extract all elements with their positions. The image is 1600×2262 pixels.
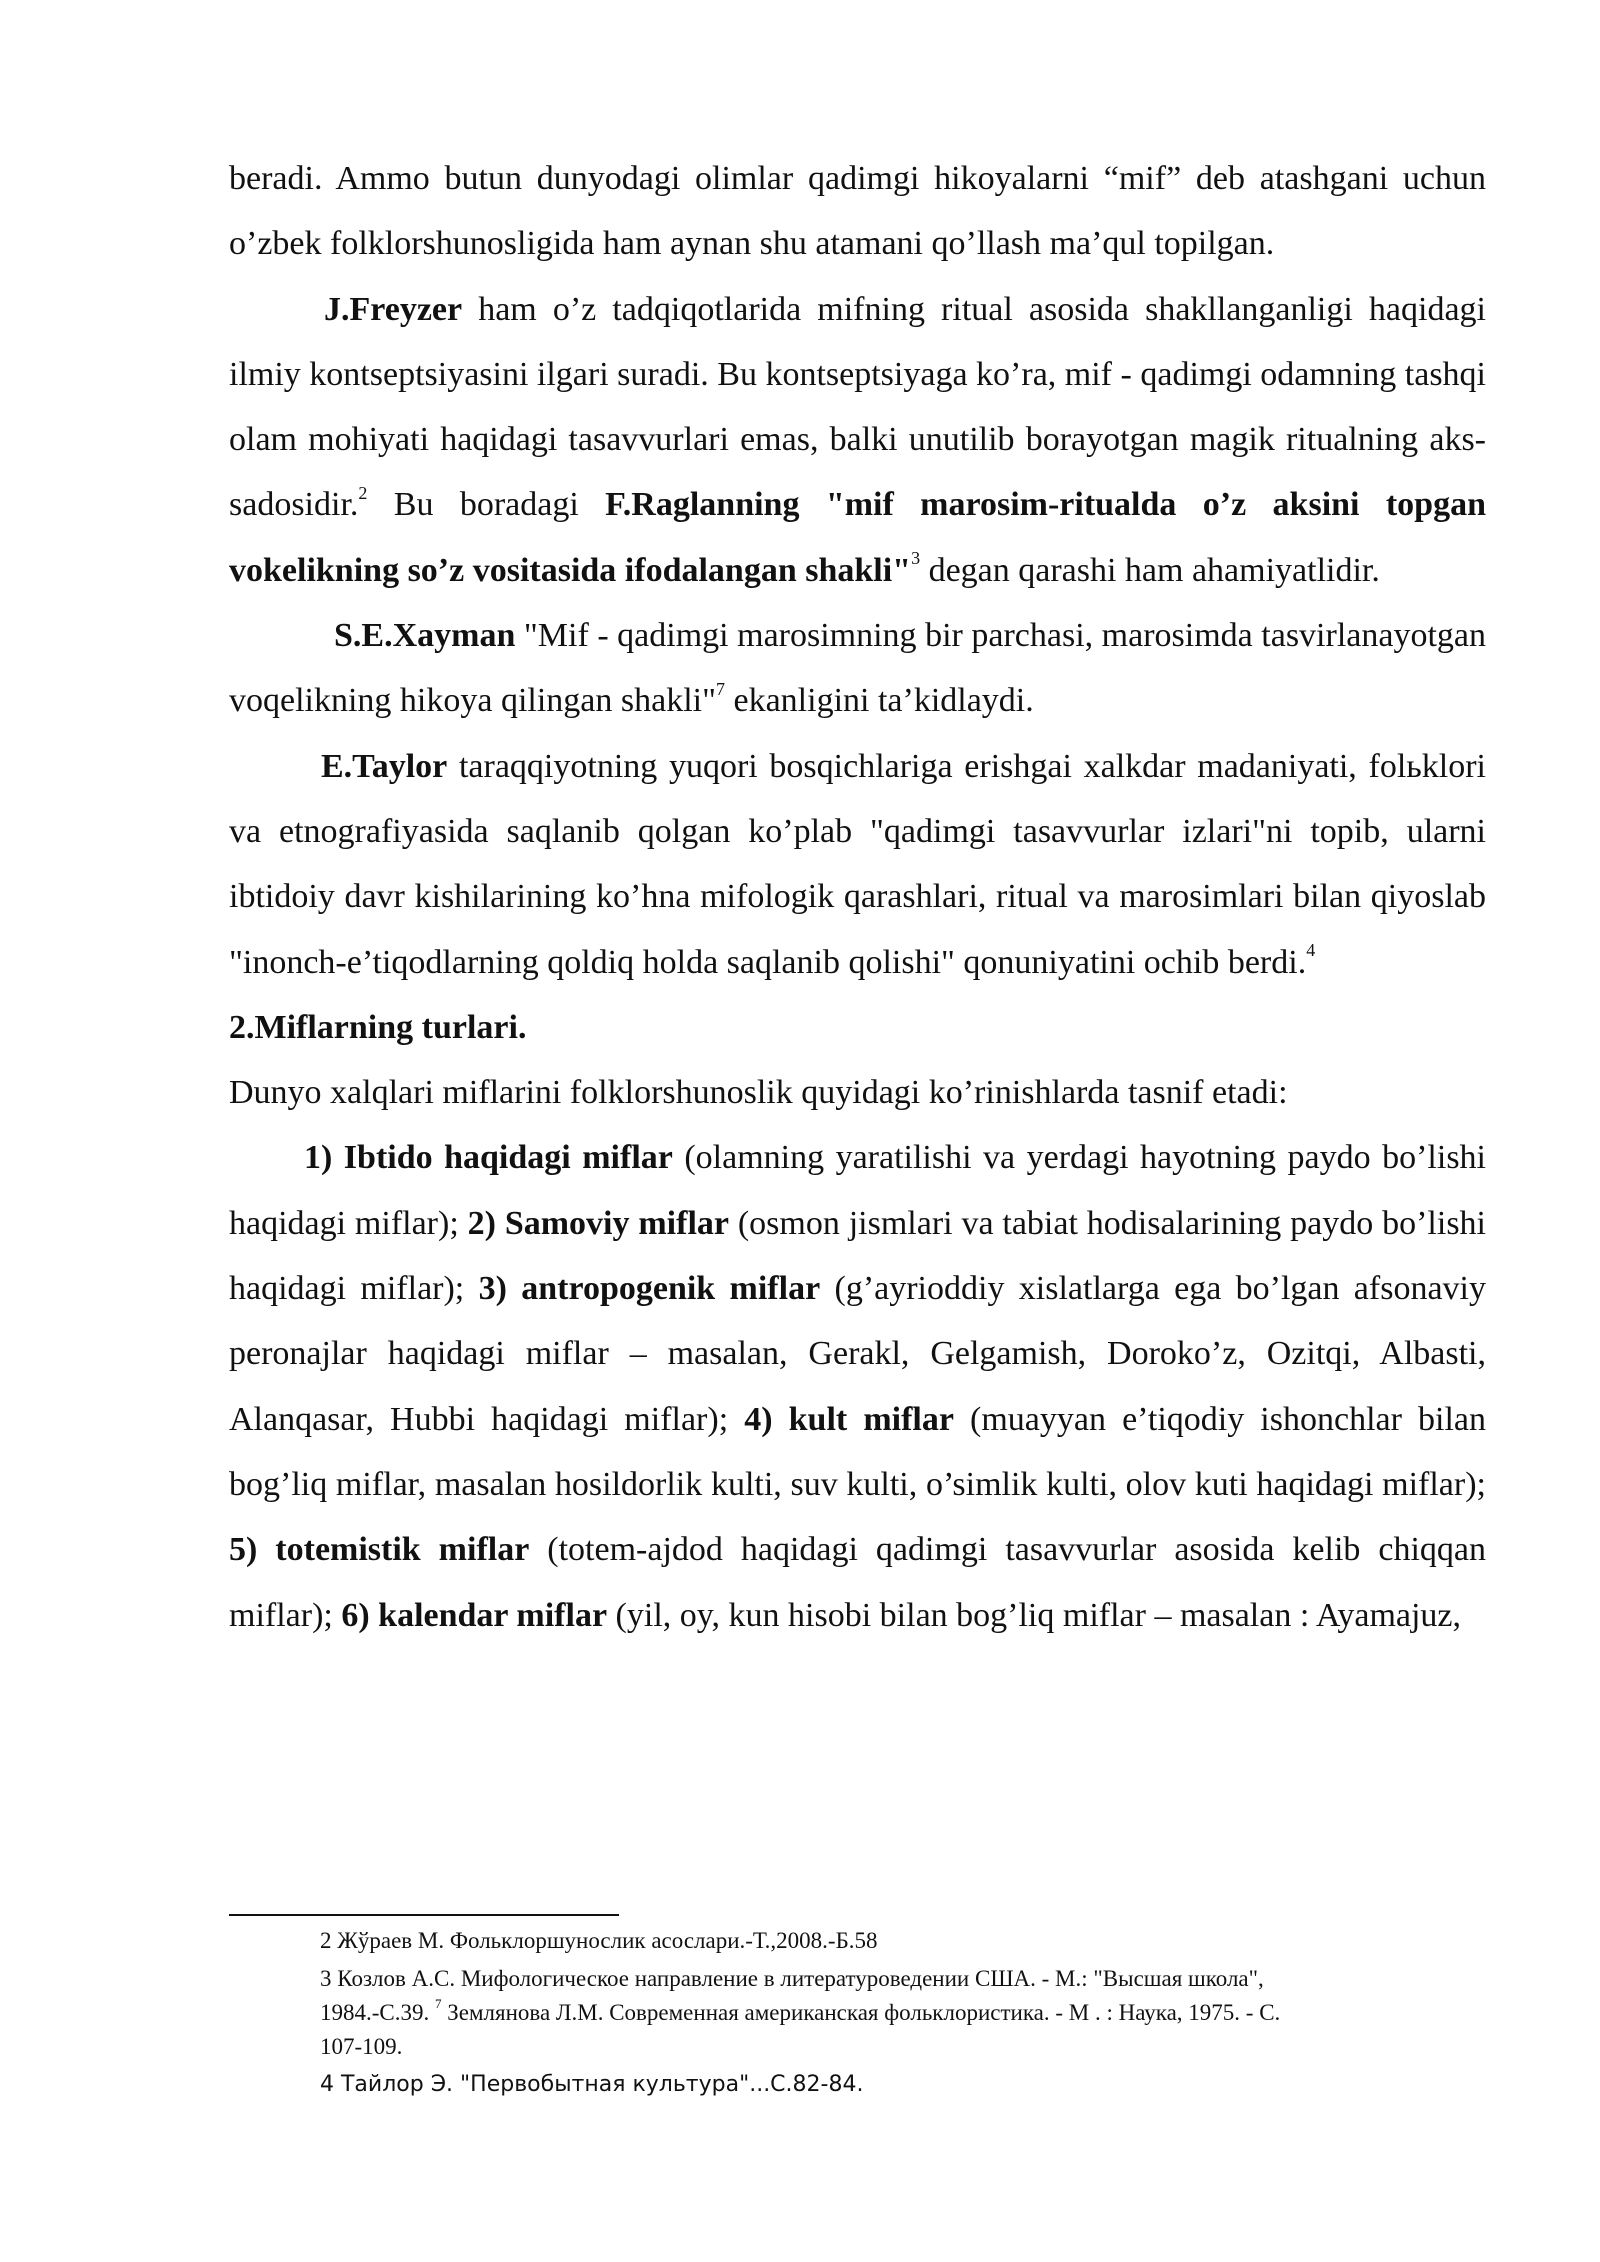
heading-text: 2.Miflarning turlari.	[229, 1008, 527, 1046]
section-heading	[229, 995, 1486, 1060]
body-text	[229, 146, 1486, 1648]
paragraph-text: Bu boradagi	[367, 486, 606, 524]
paragraph-text: beradi. Ammo butun dunyodagi olimlar qadimgi hikoyalarni “mif” deb atashgani uchun o’zbek folklorshunosligida ham aynan shu atamani qo’llash ma’qul topilgan.	[229, 160, 1486, 263]
paragraph-text: "Mif - qadimgi marosimning bir parchasi, marosimda tasvirlanayotgan voqelikning hikoya qilingan shakli"	[229, 617, 1486, 720]
paragraph-classification-intro	[229, 1060, 1486, 1125]
paragraph-text: (muayyan e’tiqodiy ishonchlar bilan bog’liq miflar, masalan hosildorlik kulti, suv kulti, o’simlik kulti, olov kuti haqidagi miflar);	[229, 1400, 1486, 1503]
paragraph-taylor	[229, 734, 1486, 995]
footnote-ref: 7	[435, 1996, 442, 2012]
paragraph-text: Dunyo xalqlari miflarini folklorshunoslik quyidagi ko’rinishlarda tasnif etadi:	[229, 1074, 1288, 1112]
myth-type-label: 5) totemistik miflar	[229, 1531, 530, 1569]
paragraph-text: (osmon jismlari va tabiat hodisalarining paydo bo’lishi haqidagi miflar);	[229, 1204, 1486, 1308]
paragraph-text: (olamning yaratilishi va yerdagi hayotning paydo bo’lishi haqidagi miflar);	[229, 1139, 1486, 1242]
paragraph-myth-types	[229, 1125, 1486, 1647]
bold-quote: F.Raglanning "mif marosim-ritualda o’z aksini topgan vokelikning so’z vositasida ifodalangan shakli"	[229, 486, 1486, 589]
footnote-text: 3 Козлов А.С. Мифологическое направление в литературоведении США. - М.: "Высшая школа", 1984.-С.39.	[320, 1966, 1264, 2025]
myth-type-label: 3) antropogenik miflar	[478, 1270, 821, 1308]
footnote-text: Землянова Л.М. Современная американская фольклористика. - М . : Наука, 1975. - С. 107-109.	[320, 2000, 1281, 2059]
footnotes	[320, 1924, 1320, 2102]
paragraph-text: (yil, oy, kun hisobi bilan bog’liq miflar – masalan : Ayamajuz,	[607, 1596, 1462, 1634]
author-name: E.Taylor	[321, 747, 448, 785]
paragraph-xayman	[229, 603, 1486, 734]
paragraph-text: (g’ayrioddiy xislatlarga ega bo’lgan afsonaviy peronajlar haqidagi miflar – masalan, Gerakl, Gelgamish, Doroko’z, Ozitqi, Albasti, Alanqasar, Hubbi haqidagi miflar);	[229, 1270, 1486, 1438]
paragraph-text: (totem-ajdod haqidagi qadimgi tasavvurlar asosida kelib chiqqan miflar);	[229, 1531, 1486, 1634]
paragraph-text: taraqqiyotning yuqori bosqichlariga erishgai xalkdar madaniyati, folьklori va etnografiyasida saqlanib qolgan ko’plab "qadimgi tasavvurlar izlari"ni topib, ularni ibtidoiy davr kishilarining ko’hna mifologik qarashlari, ritual va marosimlari bilan qiyoslab "inonch-e’tiqodlarning qoldiq holda saqlanib qolishi" qonuniyatini ochib berdi.	[229, 747, 1486, 981]
paragraph-text: ham o’z tadqiqotlarida mifning ritual asosida shakllanganligi haqidagi ilmiy kontseptsiyasini ilgari suradi. Bu kontseptsiyaga ko’ra, mif - qadimgi odamning tashqi olam mohiyati haqidagi tasavvurlari emas, balki unutilib borayotgan magik ritualning aks-sadosidir.	[229, 290, 1486, 524]
paragraph-text: degan qarashi ham ahamiyatlidir.	[920, 551, 1380, 589]
footnote-4: 4 Тайлор Э. "Первобытная культура"...С.82-84.	[320, 2072, 864, 2097]
author-name: S.E.Xayman	[334, 617, 516, 655]
myth-type-label: 4) kult miflar	[744, 1400, 954, 1438]
paragraph-intro	[229, 146, 1486, 277]
footnote-ref: 2	[358, 483, 368, 504]
footnote-3	[320, 1962, 1320, 2064]
paragraph-text: ekanligini ta’kidlaydi.	[725, 682, 1034, 720]
footnote-ref: 7	[716, 679, 725, 700]
paragraph-freyzer	[229, 277, 1486, 603]
myth-type-label: 2) Samoviy miflar	[467, 1204, 729, 1242]
footnote-2: 2 Жўраев М. Фольклоршунослик асослари.-Т.,2008.-Б.58	[320, 1928, 878, 1953]
myth-type-label: 1) Ibtido haqidagi miflar	[304, 1139, 673, 1177]
footnote-ref: 3	[911, 548, 921, 569]
footnote-separator	[229, 1914, 619, 1916]
author-name: J.Freyzer	[324, 290, 463, 328]
footnote-ref: 4	[1306, 940, 1316, 961]
myth-type-label: 6) kalendar miflar	[341, 1596, 608, 1634]
